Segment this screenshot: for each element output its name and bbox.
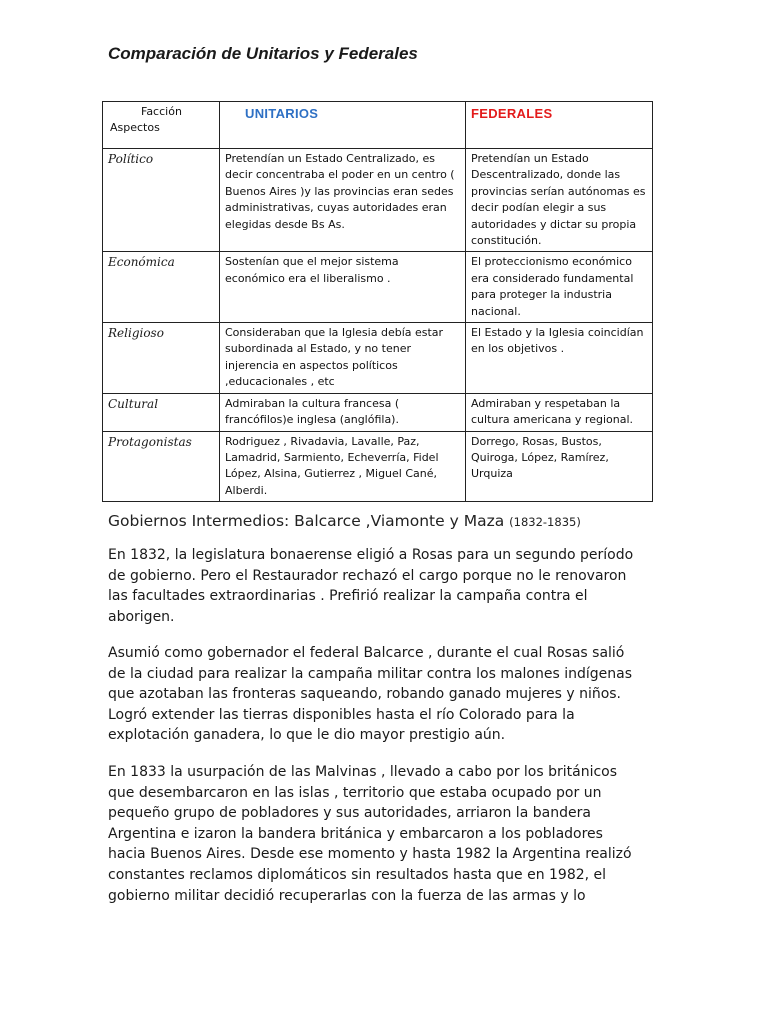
section-heading bbox=[108, 512, 581, 530]
paragraph-line: Argentina e izaron la bandera británica y embarcaron a los pobladores bbox=[108, 825, 603, 842]
header-federales-cell bbox=[466, 102, 653, 149]
aspect-label: Económica bbox=[108, 255, 175, 270]
aspect-cell bbox=[103, 431, 220, 502]
paragraph-line: pequeño grupo de pobladores y sus autoridades, arriaron la bandera bbox=[108, 805, 591, 822]
paragraph-line: de la ciudad para realizar la campaña militar contra los malones indígenas bbox=[108, 665, 633, 682]
table-row bbox=[103, 149, 653, 252]
aspect-cell bbox=[103, 252, 220, 323]
paragraph-line: que desembarcaron en las islas , territorio que estaba ocupado por un bbox=[108, 784, 602, 801]
paragraph-line: constantes reclamos diplomáticos sin resultados hasta que en 1982, el bbox=[108, 866, 607, 883]
page-title: Comparación de Unitarios y Federales bbox=[108, 44, 418, 63]
paragraph-line: hacia Buenos Aires. Desde ese momento y hasta 1982 la Argentina realizó bbox=[108, 846, 632, 863]
aspect-cell bbox=[103, 323, 220, 394]
table-header-row bbox=[103, 102, 653, 149]
paragraph-line: Logró extender las tierras disponibles hasta el río Colorado para la bbox=[108, 706, 575, 723]
federales-text: El proteccionismo económico era considerado fundamental para proteger la industria nacional. bbox=[471, 255, 634, 318]
paragraph-line: que azotaban las fronteras saqueando, robando ganado mujeres y niños. bbox=[108, 686, 622, 703]
federales-text: El Estado y la Iglesia coincidían en los objetivos . bbox=[471, 326, 644, 356]
aspect-cell bbox=[103, 149, 220, 252]
paragraph-line: En 1833 la usurpación de las Malvinas , llevado a cabo por los británicos bbox=[108, 764, 618, 780]
section-heading-text: Gobiernos Intermedios: Balcarce ,Viamonte y Maza bbox=[108, 512, 505, 530]
paragraph bbox=[108, 545, 668, 627]
paragraph bbox=[108, 643, 668, 746]
table-row bbox=[103, 431, 653, 502]
unitarios-cell bbox=[220, 323, 466, 394]
table-row bbox=[103, 252, 653, 323]
paragraph-line: aborigen. bbox=[108, 608, 175, 625]
unitarios-text: Consideraban que la Iglesia debía estar subordinada al Estado, y no tener injerencia en aspectos políticos ,educacionales , etc bbox=[225, 326, 444, 389]
federales-cell bbox=[466, 393, 653, 431]
paragraph-line: gobierno militar decidió recuperarlas con la fuerza de las armas y lo bbox=[108, 887, 586, 904]
paragraph-line: Asumió como gobernador el federal Balcarce , durante el cual Rosas salió bbox=[108, 645, 625, 661]
header-faccion-label: Facción bbox=[141, 105, 182, 118]
unitarios-cell bbox=[220, 252, 466, 323]
table-row bbox=[103, 323, 653, 394]
aspect-cell bbox=[103, 393, 220, 431]
table-row bbox=[103, 393, 653, 431]
header-federales: FEDERALES bbox=[471, 106, 553, 121]
comparison-table bbox=[102, 101, 653, 502]
header-aspectos-label: Aspectos bbox=[110, 121, 160, 135]
unitarios-cell bbox=[220, 393, 466, 431]
federales-text: Pretendían un Estado Descentralizado, donde las provincias serían autónomas es decir podían elegir a sus autoridades y dictar su propia constitución. bbox=[471, 152, 646, 248]
paragraph-line: de gobierno. Pero el Restaurador rechazó el cargo porque no le renovaron bbox=[108, 567, 627, 584]
unitarios-text: Sostenían que el mejor sistema económico era el liberalismo . bbox=[225, 255, 399, 285]
paragraph-line: las facultades extraordinarias . Prefirió realizar la campaña contra el bbox=[108, 588, 588, 605]
federales-cell bbox=[466, 323, 653, 394]
header-aspect-cell bbox=[103, 102, 220, 149]
aspect-label: Protagonistas bbox=[108, 434, 192, 449]
unitarios-cell bbox=[220, 431, 466, 502]
header-unitarios-cell bbox=[220, 102, 466, 149]
aspect-label: Cultural bbox=[108, 396, 159, 411]
paragraph-line: En 1832, la legislatura bonaerense eligió a Rosas para un segundo período bbox=[108, 547, 634, 563]
federales-cell bbox=[466, 149, 653, 252]
paragraph-line: explotación ganadera, lo que le dio mayor prestigio aún. bbox=[108, 727, 506, 744]
section-heading-years: (1832-1835) bbox=[509, 515, 581, 529]
federales-text: Dorrego, Rosas, Bustos, Quiroga, López, Ramírez, Urquiza bbox=[471, 434, 609, 481]
unitarios-text: Rodriguez , Rivadavia, Lavalle, Paz, Lamadrid, Sarmiento, Echeverría, Fidel López, Alsina, Gutierrez , Miguel Cané, Alberdi. bbox=[225, 434, 439, 497]
unitarios-text: Pretendían un Estado Centralizado, es decir concentraba el poder en un centro ( Buenos Aires )y las provincias eran sedes administrativas, cuyas autoridades eran elegidas desde Bs As. bbox=[225, 152, 455, 231]
paragraph bbox=[108, 762, 668, 906]
federales-text: Admiraban y respetaban la cultura americana y regional. bbox=[471, 396, 634, 427]
aspect-label: Religioso bbox=[108, 326, 164, 341]
header-unitarios: UNITARIOS bbox=[245, 106, 319, 121]
federales-cell bbox=[466, 431, 653, 502]
aspect-label: Político bbox=[108, 152, 154, 166]
federales-cell bbox=[466, 252, 653, 323]
unitarios-text: Admiraban la cultura francesa ( francófilos)e inglesa (anglófila). bbox=[225, 396, 400, 427]
unitarios-cell bbox=[220, 149, 466, 252]
